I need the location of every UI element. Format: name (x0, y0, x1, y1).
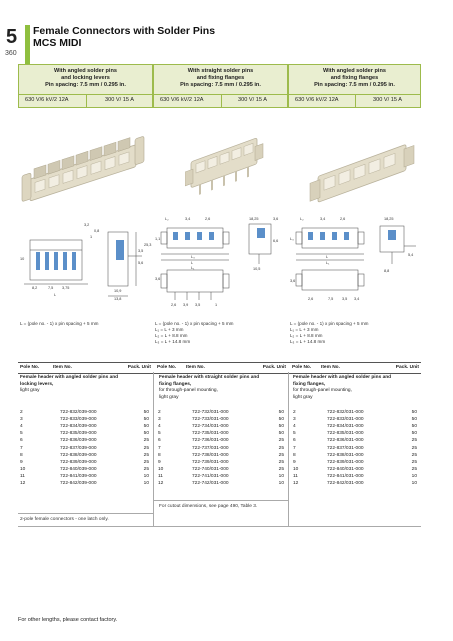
rating-iec: 630 V/6 kV/2 12A (25, 97, 69, 103)
cell-pole-no: 3 (293, 417, 296, 423)
dim-label: 2,6 (308, 297, 314, 301)
table-body-3 (288, 410, 421, 490)
dim-label: 18,25 (384, 217, 394, 221)
table-row (18, 474, 153, 481)
description-1 (20, 375, 150, 395)
footer-note: For other lengths, please contact factory. (18, 617, 118, 623)
dim-label: 3,6 (273, 217, 279, 221)
header-item-no: Item No. (321, 365, 340, 370)
description-line: Female header with angled solder pins and (293, 375, 392, 380)
table-header-2 (153, 362, 288, 374)
cell-pack-unit: 50 (411, 417, 417, 423)
description-line: fixing flanges, (159, 381, 192, 387)
mounting-line: for through-panel mounting, (159, 388, 218, 393)
dim-label: 3,6 (290, 279, 296, 283)
cell-pole-no: 10 (20, 466, 26, 472)
variant-box-3 (288, 64, 421, 108)
cell-pole-no: 5 (158, 431, 161, 437)
dim-label: L₃ (290, 237, 294, 241)
cell-item-no: 722-840/039-000 (60, 466, 97, 472)
cell-item-no: 722-836/039-000 (60, 438, 97, 444)
cell-pack-unit: 50 (143, 424, 149, 430)
product-photo-straight-flanges (185, 130, 265, 210)
cell-item-no: 722-841/039-000 (60, 473, 97, 479)
rating-iec: 630 V/6 kV/2 12A (295, 97, 339, 103)
cell-pole-no: 7 (158, 445, 161, 451)
cell-pack-unit: 50 (278, 410, 284, 415)
dim-label: 10,9 (114, 289, 122, 293)
dim-label: 5,6 (138, 261, 144, 265)
cell-item-no: 722-835/031-000 (327, 431, 364, 437)
formula-line: L₁ = L + 3 mm (155, 327, 184, 332)
dim-label: 5,4 (408, 253, 414, 257)
page-title (33, 25, 215, 49)
cell-item-no: 722-839/039-000 (60, 459, 97, 465)
header-item-no: Item No. (186, 365, 205, 370)
cell-item-no: 722-735/031-000 (192, 431, 229, 437)
dim-label: 6,6 (273, 239, 279, 243)
cell-pole-no: 12 (158, 481, 164, 486)
header-pole-no: Pole No. (157, 365, 177, 370)
table-row (288, 446, 421, 453)
cell-pole-no: 3 (158, 417, 161, 423)
variant-title-line: and locking levers (61, 75, 110, 81)
cell-item-no: 722-837/031-000 (327, 445, 364, 451)
table-bottom-rule (18, 526, 421, 527)
cell-pole-no: 6 (158, 438, 161, 444)
cell-pack-unit: 25 (143, 459, 149, 465)
rating-iec: 630 V/6 kV/2 12A (160, 97, 204, 103)
table-row (18, 438, 153, 445)
cell-pole-no: 11 (293, 473, 298, 479)
cell-pole-no: 7 (293, 445, 296, 451)
table-row (288, 453, 421, 460)
dim-label: 3,5 (138, 249, 144, 253)
dim-label: 3,5 (342, 297, 348, 301)
cell-pole-no: 8 (293, 452, 296, 458)
cell-pack-unit: 25 (143, 452, 149, 458)
table-row (153, 453, 288, 460)
dim-label: L (54, 293, 57, 297)
dim-label: L₁ (326, 261, 330, 265)
cell-item-no: 722-838/031-000 (327, 452, 364, 458)
dim-label: 2,6 (205, 217, 211, 221)
divider (221, 94, 222, 107)
cell-item-no: 722-742/031-000 (192, 481, 229, 486)
variant-title (19, 68, 152, 89)
cell-pack-unit: 10 (143, 481, 149, 486)
dim-label: 3,6 (155, 277, 161, 281)
table-row (153, 467, 288, 474)
variant-title-line: and fixing flanges (196, 75, 245, 81)
table-row (153, 438, 288, 445)
variant-title-line: Pin spacing: 7.5 mm / 0.295 in. (314, 82, 395, 88)
header-pole-no: Pole No. (292, 365, 312, 370)
rating-ul: 300 V/ 15 A (105, 97, 134, 103)
color-line: light gray (159, 394, 179, 400)
cell-pole-no: 8 (20, 452, 23, 458)
cell-item-no: 722-835/039-000 (60, 431, 97, 437)
header-accent-bar (25, 25, 30, 65)
variant-title-line: With straight solder pins (187, 68, 254, 74)
formula-block-1 (20, 321, 98, 327)
table-row (153, 460, 288, 467)
dim-label: 2,6 (340, 217, 346, 221)
cell-pole-no: 9 (20, 459, 23, 465)
cell-pack-unit: 25 (143, 466, 149, 472)
cell-pack-unit: 10 (411, 473, 417, 479)
cell-pole-no: 10 (293, 466, 299, 472)
cell-item-no: 722-832/039-000 (60, 410, 97, 415)
divider (355, 94, 356, 107)
table-row (18, 481, 153, 488)
mounting-line: for through-panel mounting, (293, 388, 352, 393)
dim-label: L (326, 255, 329, 259)
cell-item-no: 722-737/031-000 (192, 445, 229, 451)
description-line: Female header with angled solder pins and (20, 375, 119, 380)
cell-pole-no: 3 (20, 417, 23, 423)
formula-line: L = (pole no. - 1) x pin spacing + 5 mm (290, 321, 369, 326)
cell-item-no: 722-836/031-000 (327, 438, 364, 444)
cell-pack-unit: 25 (278, 438, 284, 444)
cell-pole-no: 9 (158, 459, 161, 465)
formula-block-3 (290, 321, 368, 345)
cell-pack-unit: 25 (278, 459, 284, 465)
dim-label: 1,1 (155, 237, 161, 241)
formula-line: L₃ = L + 14.8 mm (155, 339, 191, 344)
cell-item-no: 722-839/031-000 (327, 459, 364, 465)
dim-label: 1 (90, 235, 93, 239)
technical-drawing-2 (153, 212, 288, 312)
rating-ul: 300 V/ 15 A (238, 97, 267, 103)
dim-label: 3,4 (354, 297, 360, 301)
description-3 (293, 375, 419, 401)
cell-pack-unit: 25 (411, 466, 417, 472)
cell-pole-no: 2 (158, 410, 161, 415)
dim-label: 3,4 (185, 217, 191, 221)
cell-pole-no: 4 (20, 424, 23, 430)
table-row (18, 460, 153, 467)
dim-label: L₂ (165, 217, 169, 221)
formula-line: L = (pole no. - 1) x pin spacing + 5 mm (155, 321, 234, 326)
description-line: fixing flanges, (293, 381, 326, 387)
cell-item-no: 722-833/031-000 (327, 417, 364, 423)
dim-label: 3,9 (183, 303, 189, 307)
note-divider (18, 513, 153, 514)
cell-pack-unit: 25 (411, 459, 417, 465)
cell-pole-no: 10 (158, 466, 164, 472)
cell-pole-no: 11 (20, 473, 25, 479)
formula-line: L = (pole no. - 1) x pin spacing + 5 mm (20, 321, 99, 326)
color-line: light gray (293, 394, 313, 400)
cutout-note: For cutout dimensions, see page 490, Table 3. (159, 504, 258, 509)
cell-item-no: 722-739/031-000 (192, 459, 229, 465)
variant-title-line: and fixing flanges (330, 75, 379, 81)
cell-pack-unit: 50 (411, 410, 417, 415)
dim-label: 2,6 (171, 303, 177, 307)
formula-line: L₁ = L + 3 mm (290, 327, 319, 332)
cell-item-no: 722-838/039-000 (60, 452, 97, 458)
cell-item-no: 722-833/039-000 (60, 417, 97, 423)
header-item-no: Item No. (53, 365, 72, 370)
variant-title-line: Pin spacing: 7.5 mm / 0.295 in. (180, 82, 261, 88)
table-row (18, 417, 153, 424)
cell-item-no: 722-834/031-000 (327, 424, 364, 430)
header-pole-no: Pole No. (20, 365, 40, 370)
header-pack-unit: Pack. Unit (127, 365, 151, 370)
cell-pole-no: 6 (20, 438, 23, 444)
cell-item-no: 722-842/031-000 (327, 481, 364, 486)
cell-pole-no: 2 (20, 410, 23, 415)
cell-pole-no: 5 (20, 431, 23, 437)
table-row (288, 467, 421, 474)
rating-ul: 300 V/ 15 A (373, 97, 402, 103)
table-row (153, 410, 288, 417)
dim-label: 10,5 (253, 267, 261, 271)
cell-pack-unit: 50 (411, 431, 417, 437)
variant-title (289, 68, 420, 89)
table-row (18, 410, 153, 417)
cell-item-no: 722-736/031-000 (192, 438, 229, 444)
cell-pack-unit: 10 (411, 481, 417, 486)
table-row (18, 467, 153, 474)
cell-item-no: 722-840/031-000 (327, 466, 364, 472)
cell-pack-unit: 50 (278, 417, 284, 423)
cell-pack-unit: 25 (143, 445, 149, 451)
table-row (288, 474, 421, 481)
description-2 (159, 375, 287, 401)
header-pack-unit: Pack. Unit (262, 365, 286, 370)
cell-item-no: 722-832/031-000 (327, 410, 364, 415)
dim-label: 7,5 (328, 297, 334, 301)
cell-pack-unit: 10 (143, 473, 149, 479)
cell-pack-unit: 50 (143, 431, 149, 437)
dim-label: 18,25 (249, 217, 259, 221)
cell-pole-no: 4 (293, 424, 296, 430)
dim-label: 0,8 (94, 229, 100, 233)
dim-label: L₁ (191, 266, 195, 270)
description-line: locking levers, (20, 381, 54, 387)
dim-label: L₃ (191, 255, 195, 259)
dim-label: 3,75 (62, 286, 70, 290)
cell-item-no: 722-733/031-000 (192, 417, 229, 423)
latch-note: 2-pole female connectors - one latch only. (20, 517, 109, 522)
table-row (18, 453, 153, 460)
dim-label: 25,3 (144, 243, 152, 247)
cell-pack-unit: 50 (278, 431, 284, 437)
title-line-1: Female Connectors with Solder Pins (33, 25, 216, 37)
divider (86, 94, 87, 107)
cell-pack-unit: 25 (278, 452, 284, 458)
cell-pack-unit: 10 (278, 473, 284, 479)
formula-line: L₃ = L + 14.8 mm (290, 339, 326, 344)
dim-label: 1 (215, 303, 218, 307)
cell-item-no: 722-741/031-000 (192, 473, 229, 479)
product-photo-angled-locking (18, 135, 153, 210)
title-line-2: MCS MIDI (33, 37, 82, 49)
cell-item-no: 722-738/031-000 (192, 452, 229, 458)
cell-pole-no: 5 (293, 431, 296, 437)
cell-pack-unit: 50 (143, 410, 149, 415)
table-row (288, 410, 421, 417)
cell-pack-unit: 25 (278, 466, 284, 472)
cell-pack-unit: 25 (143, 438, 149, 444)
color-line: light gray (20, 388, 40, 393)
technical-drawing-3 (288, 212, 421, 312)
dim-label: L (191, 261, 194, 265)
variant-title (154, 68, 287, 89)
dim-label: 13,8 (114, 297, 122, 301)
cell-item-no: 722-734/031-000 (192, 424, 229, 430)
table-row (153, 417, 288, 424)
table-row (153, 481, 288, 488)
technical-drawing-1 (18, 212, 153, 312)
table-row (153, 474, 288, 481)
cell-pack-unit: 50 (143, 417, 149, 423)
cell-item-no: 722-842/039-000 (60, 481, 97, 486)
cell-pole-no: 7 (20, 445, 23, 451)
dim-label: L₂ (300, 217, 304, 221)
cell-pole-no: 8 (158, 452, 161, 458)
note-divider (153, 500, 288, 501)
table-row (288, 438, 421, 445)
cell-pole-no: 6 (293, 438, 296, 444)
cell-pole-no: 11 (158, 473, 163, 479)
formula-line: L₂ = L + 8.8 mm (155, 333, 188, 338)
cell-pole-no: 12 (20, 481, 26, 486)
cell-item-no: 722-740/031-000 (192, 466, 229, 472)
table-header-3 (288, 362, 421, 374)
cell-item-no: 722-841/031-000 (327, 473, 364, 479)
dim-label: 8,2 (32, 286, 38, 290)
variant-title-line: Pin spacing: 7.5 mm / 0.295 in. (45, 82, 126, 88)
dim-label: 7,5 (48, 286, 54, 290)
cell-item-no: 722-837/039-000 (60, 445, 97, 451)
table-row (153, 446, 288, 453)
variant-title-line: With angled solder pins (322, 68, 387, 74)
table-row (288, 460, 421, 467)
chapter-number: 5 (6, 26, 18, 48)
header-pack-unit: Pack. Unit (395, 365, 419, 370)
cell-pack-unit: 25 (411, 445, 417, 451)
cell-item-no: 722-732/031-000 (192, 410, 229, 415)
cell-pack-unit: 25 (278, 445, 284, 451)
variant-title-line: With angled solder pins (53, 68, 118, 74)
dim-label: 3,2 (84, 223, 90, 227)
dim-label: 3,5 (195, 303, 201, 307)
table-row (288, 481, 421, 488)
cell-item-no: 722-834/039-000 (60, 424, 97, 430)
cell-pole-no: 4 (158, 424, 161, 430)
table-body-1 (18, 410, 153, 490)
table-body-2 (153, 410, 288, 490)
variant-box-2 (153, 64, 288, 108)
table-header-1 (18, 362, 153, 374)
dim-label: 10 (20, 257, 25, 261)
cell-pack-unit: 50 (411, 424, 417, 430)
formula-line: L₂ = L + 8.8 mm (290, 333, 323, 338)
description-line: Female header with straight solder pins and (159, 375, 260, 380)
variant-box-1 (18, 64, 153, 108)
table-row (18, 446, 153, 453)
dim-label: 8,8 (384, 269, 390, 273)
cell-pack-unit: 10 (278, 481, 284, 486)
table-row (288, 417, 421, 424)
cell-pole-no: 12 (293, 481, 299, 486)
product-photo-angled-flanges (308, 140, 418, 210)
cell-pack-unit: 50 (278, 424, 284, 430)
cell-pole-no: 9 (293, 459, 296, 465)
cell-pole-no: 2 (293, 410, 296, 415)
dim-label: 3,4 (320, 217, 326, 221)
formula-block-2 (155, 321, 233, 345)
cell-pack-unit: 25 (411, 452, 417, 458)
cell-pack-unit: 25 (411, 438, 417, 444)
page-number: 360 (5, 50, 17, 57)
